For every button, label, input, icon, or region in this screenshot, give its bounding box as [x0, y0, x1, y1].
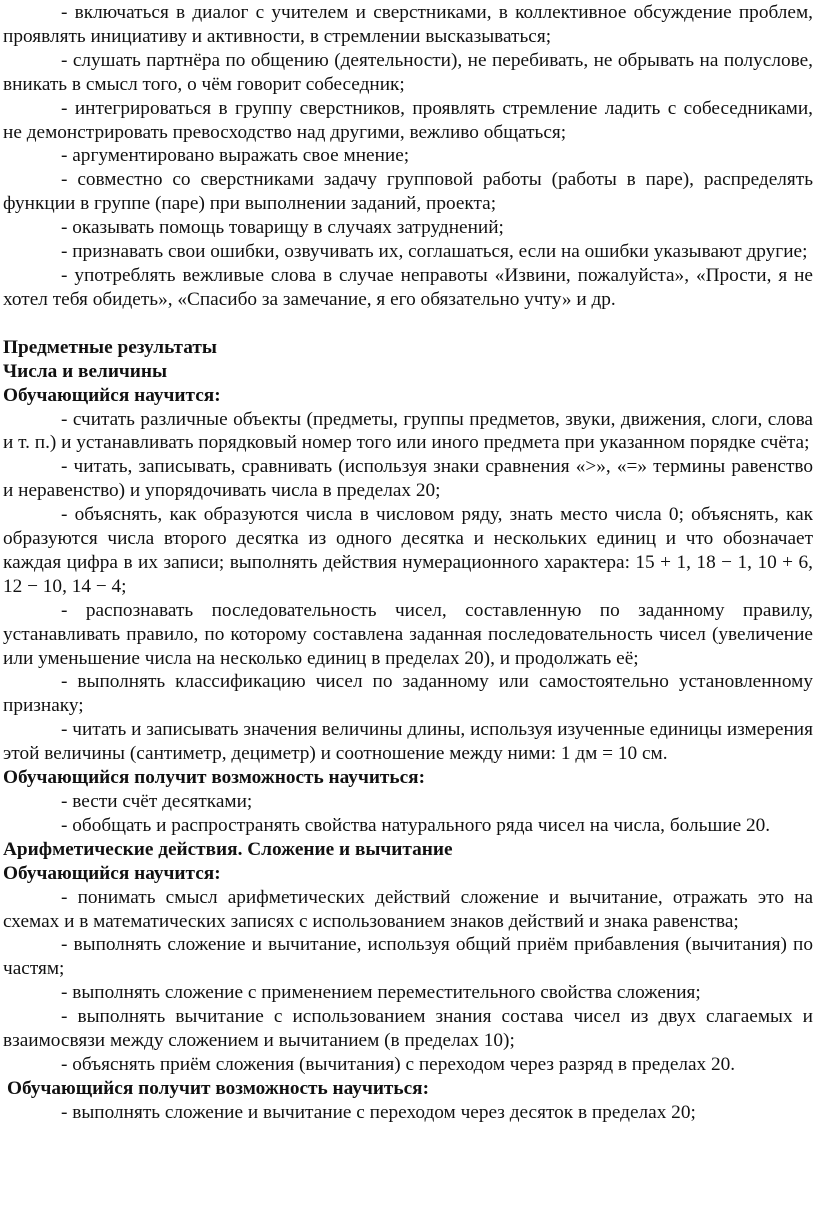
list-item: - оказывать помощь товарищу в случаях затруднений;: [61, 217, 504, 239]
list-item: - понимать смысл арифметических действий сложение и вычитание, отражать это на схемах и в математических записях с использованием знаков действий и знака равенства;: [3, 886, 813, 932]
list-item: - выполнять вычитание с использованием знания состава чисел из двух слагаемых и взаимосвязи между сложением и вычитанием (в пределах 10);: [3, 1006, 813, 1052]
list-item: - обобщать и распространять свойства натурального ряда чисел на числа, большие 20.: [61, 814, 771, 836]
list-item: - вести счёт десятками;: [61, 791, 253, 812]
section-heading: Числа и величины: [3, 360, 168, 382]
list-item: - читать и записывать значения величины длины, используя изученные единицы измерения этой величины (сантиметр, дециметр) и соотношение между ними: 1 дм = 10 см.: [3, 719, 813, 765]
arithmetic-section: [3, 838, 813, 1125]
list-item: - читать, записывать, сравнивать (используя знаки сравнения «>», «=» термины равенство и неравенство) и упорядочивать числа в пределах 20;: [3, 456, 813, 502]
list-item: - интегрироваться в группу сверстников, проявлять стремление ладить с собеседниками, не демонстрировать превосходство над другими, вежливо общаться;: [3, 97, 813, 143]
list-item: - слушать партнёра по общению (деятельности), не перебивать, не обрывать на полуслове, вникать в смысл того, о чём говорит собеседник;: [3, 49, 813, 95]
will-learn-heading: Обучающийся научится:: [3, 862, 221, 884]
opportunity-heading: Обучающийся получит возможность научиться:: [7, 1077, 430, 1099]
numbers-section: [3, 360, 813, 838]
list-item: - признавать свои ошибки, озвучивать их, соглашаться, если на ошибки указывают другие;: [61, 241, 808, 263]
list-item: - совместно со сверстниками задачу групповой работы (работы в паре), распределять функции в группе (паре) при выполнении заданий, проекта;: [3, 169, 813, 215]
list-item: - аргументировано выражать свое мнение;: [61, 145, 410, 167]
list-item: - выполнять сложение и вычитание с переходом через десяток в пределах 20;: [61, 1101, 696, 1123]
list-item: - распознавать последовательность чисел, составленную по заданному правилу, устанавливать правило, по которому составлена заданная последовательность чисел (увеличение или уменьшение числа на несколько единиц в пределах 20), и продолжать её;: [3, 599, 813, 669]
opportunity-heading: Обучающийся получит возможность научиться:: [3, 767, 426, 789]
list-item: - объяснять, как образуются числа в числовом ряду, знать место числа 0; объяснять, как образуются числа второго десятка из одного десятка и нескольких единиц и что обозначает каждая цифра в их записи; выполнять действия нумерационного характера: 15 + 1, 18 − 1, 10 + 6, 12 − 10, 14 − 4;: [3, 504, 813, 597]
list-item: - употреблять вежливые слова в случае неправоты «Извини, пожалуйста», «Прости, я не хотел тебя обидеть», «Спасибо за замечание, я его обязательно учту» и др.: [3, 264, 813, 310]
subject-results-heading: Предметные результаты: [3, 336, 217, 358]
will-learn-heading: Обучающийся научится:: [3, 384, 221, 406]
list-item: - считать различные объекты (предметы, группы предметов, звуки, движения, слоги, слова и т. п.) и устанавливать порядковый номер того или иного предмета при указанном порядке счёта;: [3, 408, 813, 454]
list-item: - выполнять сложение и вычитание, используя общий приём прибавления (вычитания) по частям;: [3, 934, 813, 980]
communication-skills-list: [3, 1, 813, 312]
section-heading: Арифметические действия. Сложение и вычитание: [3, 838, 453, 860]
list-item: - выполнять сложение с применением переместительного свойства сложения;: [61, 982, 701, 1004]
list-item: - выполнять классификацию чисел по заданному или самостоятельно установленному признаку;: [3, 671, 813, 717]
list-item: - объяснять приём сложения (вычитания) с переходом через разряд в пределах 20.: [61, 1053, 736, 1075]
list-item: - включаться в диалог с учителем и сверстниками, в коллективное обсуждение проблем, проявлять инициативу и активности, в стремлении высказываться;: [3, 2, 813, 47]
section-spacer: [3, 312, 813, 336]
